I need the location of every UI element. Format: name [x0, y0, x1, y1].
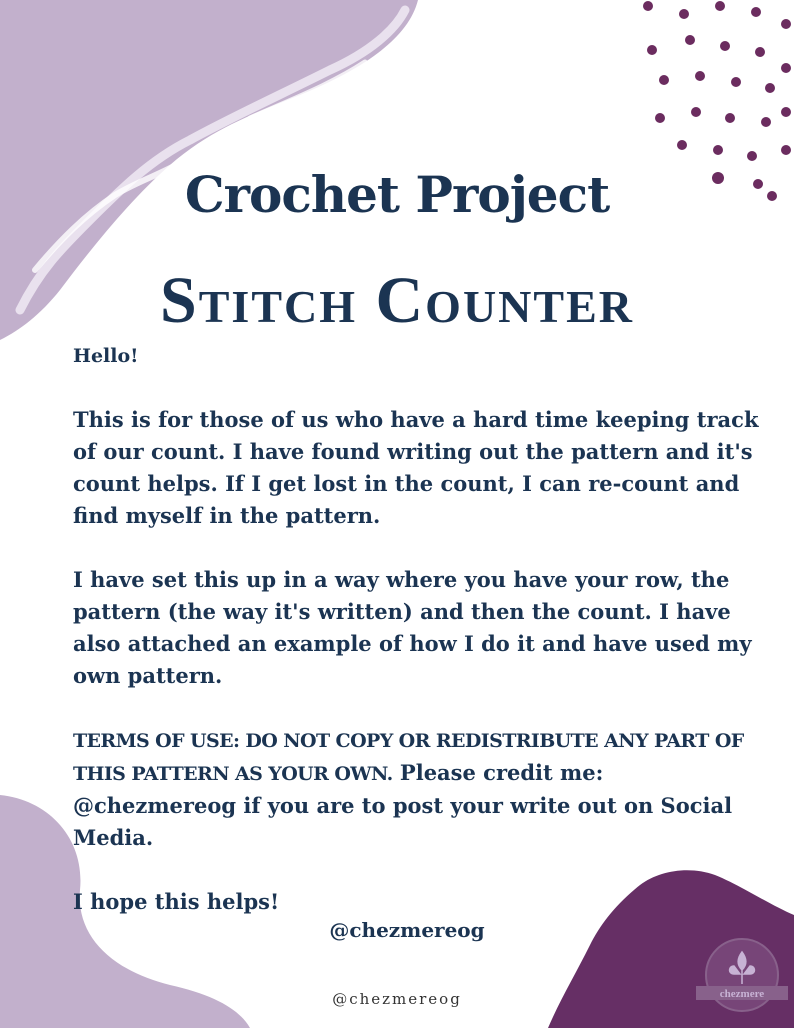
terms-caps: TERMS OF USE: DO NOT COPY OR REDISTRIBUTE ANY PART OF THIS PATTERN AS YOUR OWN.: [73, 730, 744, 785]
dot: [747, 151, 757, 161]
dot: [781, 63, 791, 73]
dot: [720, 41, 730, 51]
dot: [659, 75, 669, 85]
footer-handle: @chezmereog: [332, 990, 462, 1008]
terms-credit: Please credit me: @chezmereog if you are to post your write out on Social Media.: [73, 760, 733, 850]
dot: [715, 1, 725, 11]
body-text: [73, 340, 763, 918]
page-title: Crochet Project: [184, 165, 610, 224]
dot: [765, 83, 775, 93]
dot: [691, 107, 701, 117]
dot: [751, 7, 761, 17]
dot: [679, 9, 689, 19]
dot: [643, 1, 653, 11]
dot: [761, 117, 771, 127]
dot: [685, 35, 695, 45]
dot: [781, 145, 791, 155]
terms-of-use: [73, 724, 763, 854]
paragraph-1: This is for those of us who have a hard time keeping track of our count. I have found writing out the pattern and it's count helps. If I get lost in the count, I can re-count and find myself in the pattern.: [73, 407, 759, 528]
dot: [781, 107, 791, 117]
dot: [713, 145, 723, 155]
closing: I hope this helps!: [73, 889, 280, 914]
signature-handle: @chezmereog: [329, 918, 485, 942]
dot: [695, 71, 705, 81]
paragraph-2: I have set this up in a way where you have your row, the pattern (the way it's written) and then the count. I have also attached an example of how I do it and have used my own pattern.: [73, 567, 752, 688]
dot: [677, 140, 687, 150]
dot: [755, 47, 765, 57]
page-subtitle: Stitch Counter: [160, 264, 634, 337]
watermark-text: chezmere: [719, 988, 765, 1000]
dot: [655, 113, 665, 123]
dot: [781, 19, 791, 29]
dot: [725, 113, 735, 123]
dot: [731, 77, 741, 87]
greeting: Hello!: [73, 345, 139, 367]
dot: [647, 45, 657, 55]
